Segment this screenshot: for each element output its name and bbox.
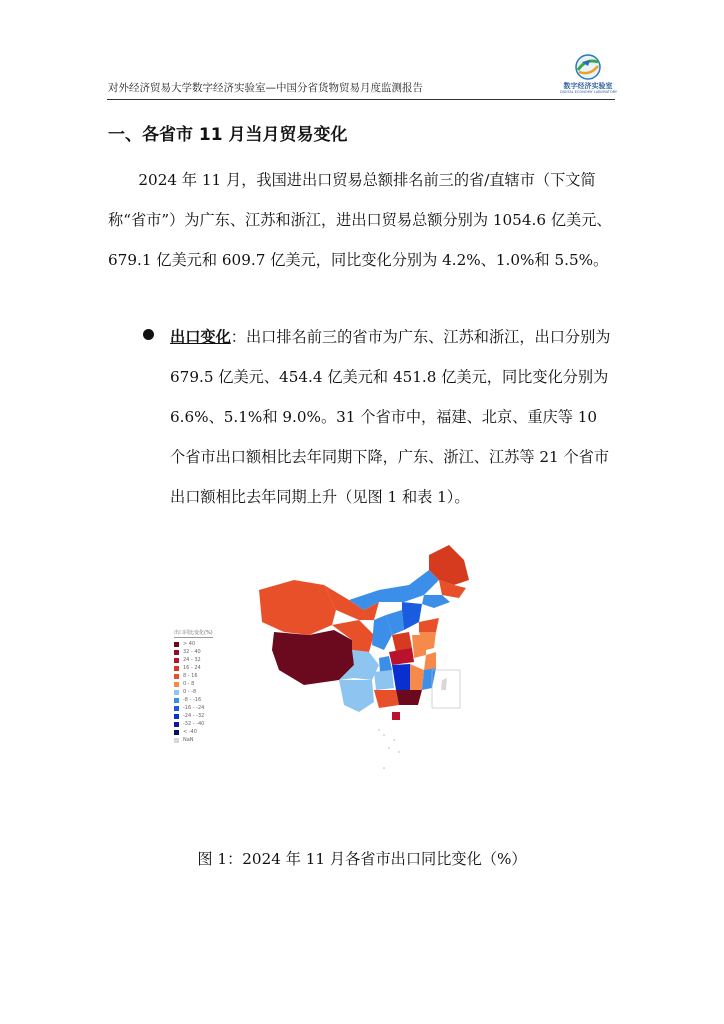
legend-label: 0 - 8 (183, 681, 195, 687)
legend-item (174, 672, 213, 680)
legend-label: 24 - 32 (183, 657, 201, 663)
bullet-body: ：出口排名前三的省市为广东、江苏和浙江，出口分别为 679.5 亿美元、454.4 亿美元和 451.8 亿美元，同比变化分别为 6.6%、5.1%和 9.0%。31 个省市中，福建、北京、重庆等 10 个省市出口额相比去年同期下降，广东、浙江、江苏等 21 个省市出口额相比去年同期上升（见图 1 和表 1）。 (170, 328, 611, 506)
region-hainan (392, 712, 400, 720)
legend-item (174, 712, 213, 720)
bullet-icon (143, 329, 154, 340)
legend-item (174, 728, 213, 736)
figure-caption: 图 1：2024 年 11 月各省市出口同比变化（%） (197, 850, 527, 868)
legend-swatch (174, 674, 179, 679)
bullet-label: 出口变化 (170, 328, 231, 346)
legend-item (174, 720, 213, 728)
legend-label: -24 - -32 (183, 713, 205, 719)
legend-label: < -40 (183, 729, 197, 735)
legend-swatch (174, 658, 179, 663)
legend-label: 8 - 16 (183, 673, 198, 679)
region-jiangxi (410, 664, 424, 690)
intro-paragraph: 2024 年 11 月，我国进出口贸易总额排名前三的省/直辖市（下文简称“省市”）为广东、江苏和浙江，进出口贸易总额分别为 1054.6 亿美元、679.1 亿美元和 609.7 亿美元，同比变化分别为 4.2%、1.0%和 5.5%。 (108, 171, 612, 269)
region-xinjiang (259, 580, 336, 635)
region-yunnan (339, 680, 374, 712)
legend-item (174, 664, 213, 672)
legend-swatch (174, 682, 179, 687)
legend-swatch (174, 722, 179, 727)
region-liaoning (422, 595, 450, 608)
legend-item (174, 640, 213, 648)
legend-item (174, 736, 213, 744)
legend-item (174, 656, 213, 664)
legend-label: 16 - 24 (183, 665, 201, 671)
map-legend (174, 629, 213, 744)
region-fujian (422, 668, 436, 690)
legend-item (174, 696, 213, 704)
region-taiwan (441, 678, 447, 690)
region-guangdong (396, 690, 422, 705)
region-chongqing (379, 656, 392, 672)
legend-item (174, 688, 213, 696)
map-svg (174, 540, 494, 780)
legend-swatch (174, 698, 179, 703)
legend-label: NaN (183, 737, 194, 743)
region-shandong (419, 618, 439, 632)
lab-logo (560, 52, 616, 96)
legend-item (174, 704, 213, 712)
legend-swatch (174, 642, 179, 647)
legend-label: 0 - -8 (183, 689, 197, 695)
legend-title: 出口同比变化(%) (174, 630, 213, 636)
report-header: 对外经济贸易大学数字经济实验室—中国分省货物贸易月度监测报告 (108, 82, 423, 94)
region-tibet (272, 630, 354, 685)
export-change-bullet (170, 317, 616, 517)
china-export-map (174, 540, 494, 780)
region-hubei (389, 648, 414, 665)
legend-swatch (174, 730, 179, 735)
legend-label: > 40 (183, 641, 196, 647)
legend-label: -16 - -24 (183, 705, 205, 711)
legend-swatch (174, 714, 179, 719)
legend-swatch (174, 666, 179, 671)
logo-subtext: DIGITAL ECONOMY LABORATORY (560, 90, 618, 94)
logo-text: 数字经济实验室 (563, 82, 613, 90)
legend-swatch (174, 690, 179, 695)
legend-swatch (174, 738, 179, 743)
legend-label: 32 - 40 (183, 649, 201, 655)
region-hunan (392, 664, 410, 690)
legend-swatch (174, 706, 179, 711)
legend-label: -32 - -40 (183, 721, 205, 727)
logo-globe-icon (560, 52, 616, 82)
section-title: 一、各省市 11 月当月贸易变化 (108, 125, 348, 145)
header-rule (107, 99, 615, 100)
region-guizhou (374, 670, 394, 690)
region-guangxi (374, 690, 399, 708)
legend-item (174, 648, 213, 656)
legend-label: -8 - -16 (183, 697, 202, 703)
legend-swatch (174, 650, 179, 655)
legend-item (174, 680, 213, 688)
